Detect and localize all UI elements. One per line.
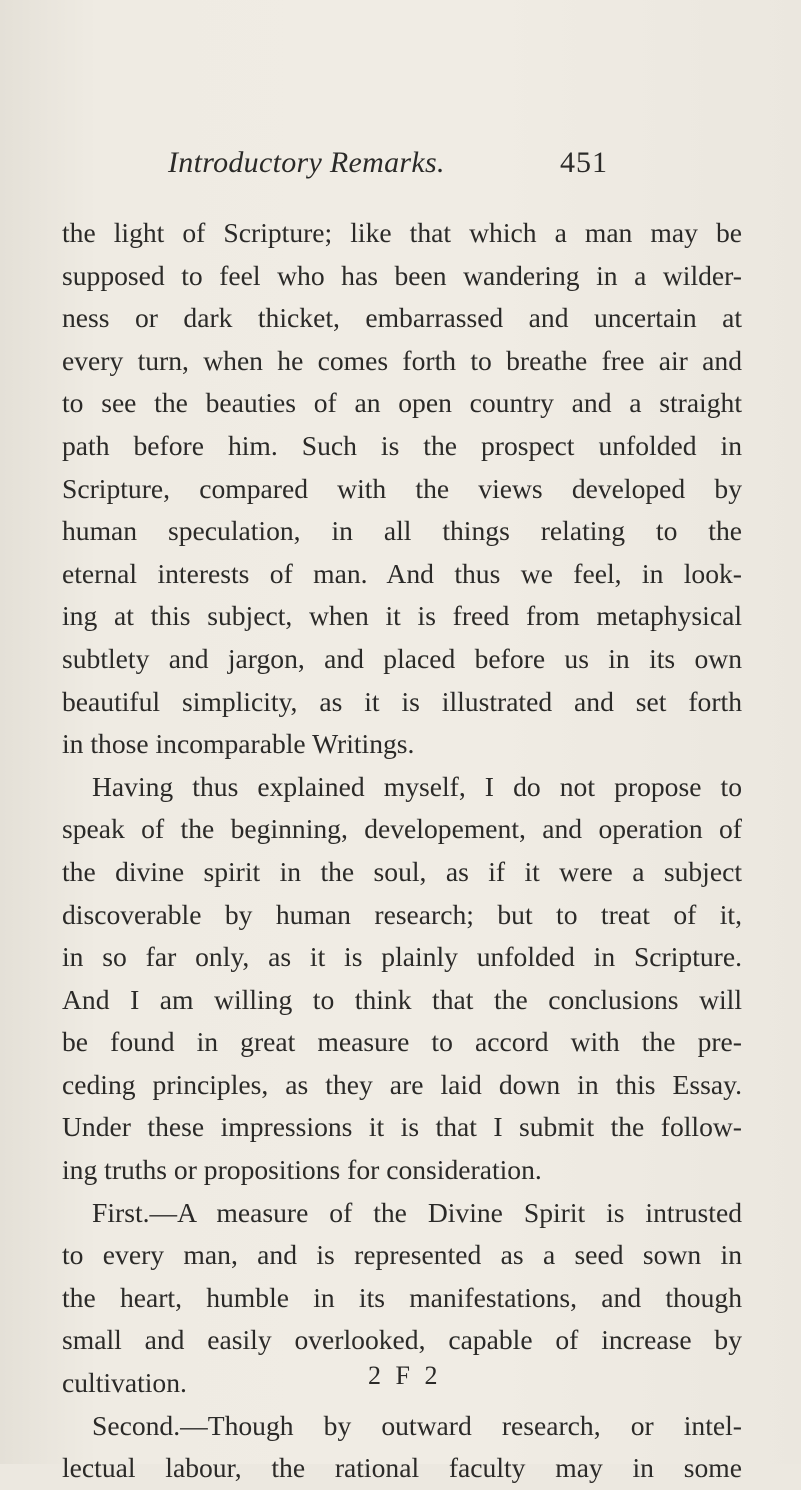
page-header — [168, 146, 608, 190]
paragraph-first-line: Second.—Though by outward research, or intel- — [92, 1409, 742, 1441]
text-line: supposed to feel who has been wandering in a wilder- — [62, 259, 742, 291]
text-line: discoverable by human research; but to treat of it, — [62, 898, 742, 930]
text-line: ceding principles, as they are laid down in this Essay. — [62, 1068, 742, 1100]
text-line: ness or dark thicket, embarrassed and uncertain at — [62, 302, 742, 334]
text-line: speak of the beginning, developement, and operation of — [62, 813, 742, 845]
signature-mark: 2 F 2 — [368, 1361, 442, 1390]
text-line: lectual labour, the rational faculty may in some — [62, 1452, 742, 1484]
text-line: the light of Scripture; like that which a man may be — [62, 217, 742, 248]
page-number: 451 — [560, 146, 608, 179]
running-title: Introductory Remarks. — [168, 146, 445, 179]
body-text — [62, 212, 742, 1490]
text-line: to every man, and is represented as a seed sown in — [62, 1239, 742, 1271]
text-line: eternal interests of man. And thus we feel, in look- — [62, 557, 742, 589]
text-line: human speculation, in all things relating to the — [62, 515, 742, 547]
text-line: in so far only, as it is plainly unfolded in Scripture. — [62, 941, 742, 973]
text-line: beautiful simplicity, as it is illustrated and set forth — [62, 685, 742, 717]
text-line: Scripture, compared with the views developed by — [62, 472, 742, 504]
text-line: be found in great measure to accord with the pre- — [62, 1026, 742, 1058]
paragraph-first-line: Having thus explained myself, I do not propose to — [92, 770, 742, 802]
text-line: to see the beauties of an open country and a straight — [62, 387, 742, 419]
text-line: the divine spirit in the soul, as if it were a subject — [62, 855, 742, 887]
text-line: path before him. Such is the prospect unfolded in — [62, 429, 742, 461]
text-line: ing truths or propositions for consideration. — [62, 1154, 542, 1186]
text-line: the heart, humble in its manifestations, and though — [62, 1281, 742, 1313]
text-line: subtlety and jargon, and placed before us in its own — [62, 642, 742, 674]
text-line: Under these impressions it is that I submit the follow- — [62, 1111, 742, 1143]
text-line: in those incomparable Writings. — [62, 728, 415, 760]
text-line: every turn, when he comes forth to breathe free air and — [62, 344, 742, 376]
text-line: small and easily overlooked, capable of increase by — [62, 1324, 742, 1356]
paragraph-first-line: First.—A measure of the Divine Spirit is intrusted — [92, 1196, 742, 1228]
text-line: cultivation. — [62, 1367, 187, 1399]
text-line: ing at this subject, when it is freed from metaphysical — [62, 600, 742, 632]
text-line: And I am willing to think that the conclusions will — [62, 983, 742, 1015]
